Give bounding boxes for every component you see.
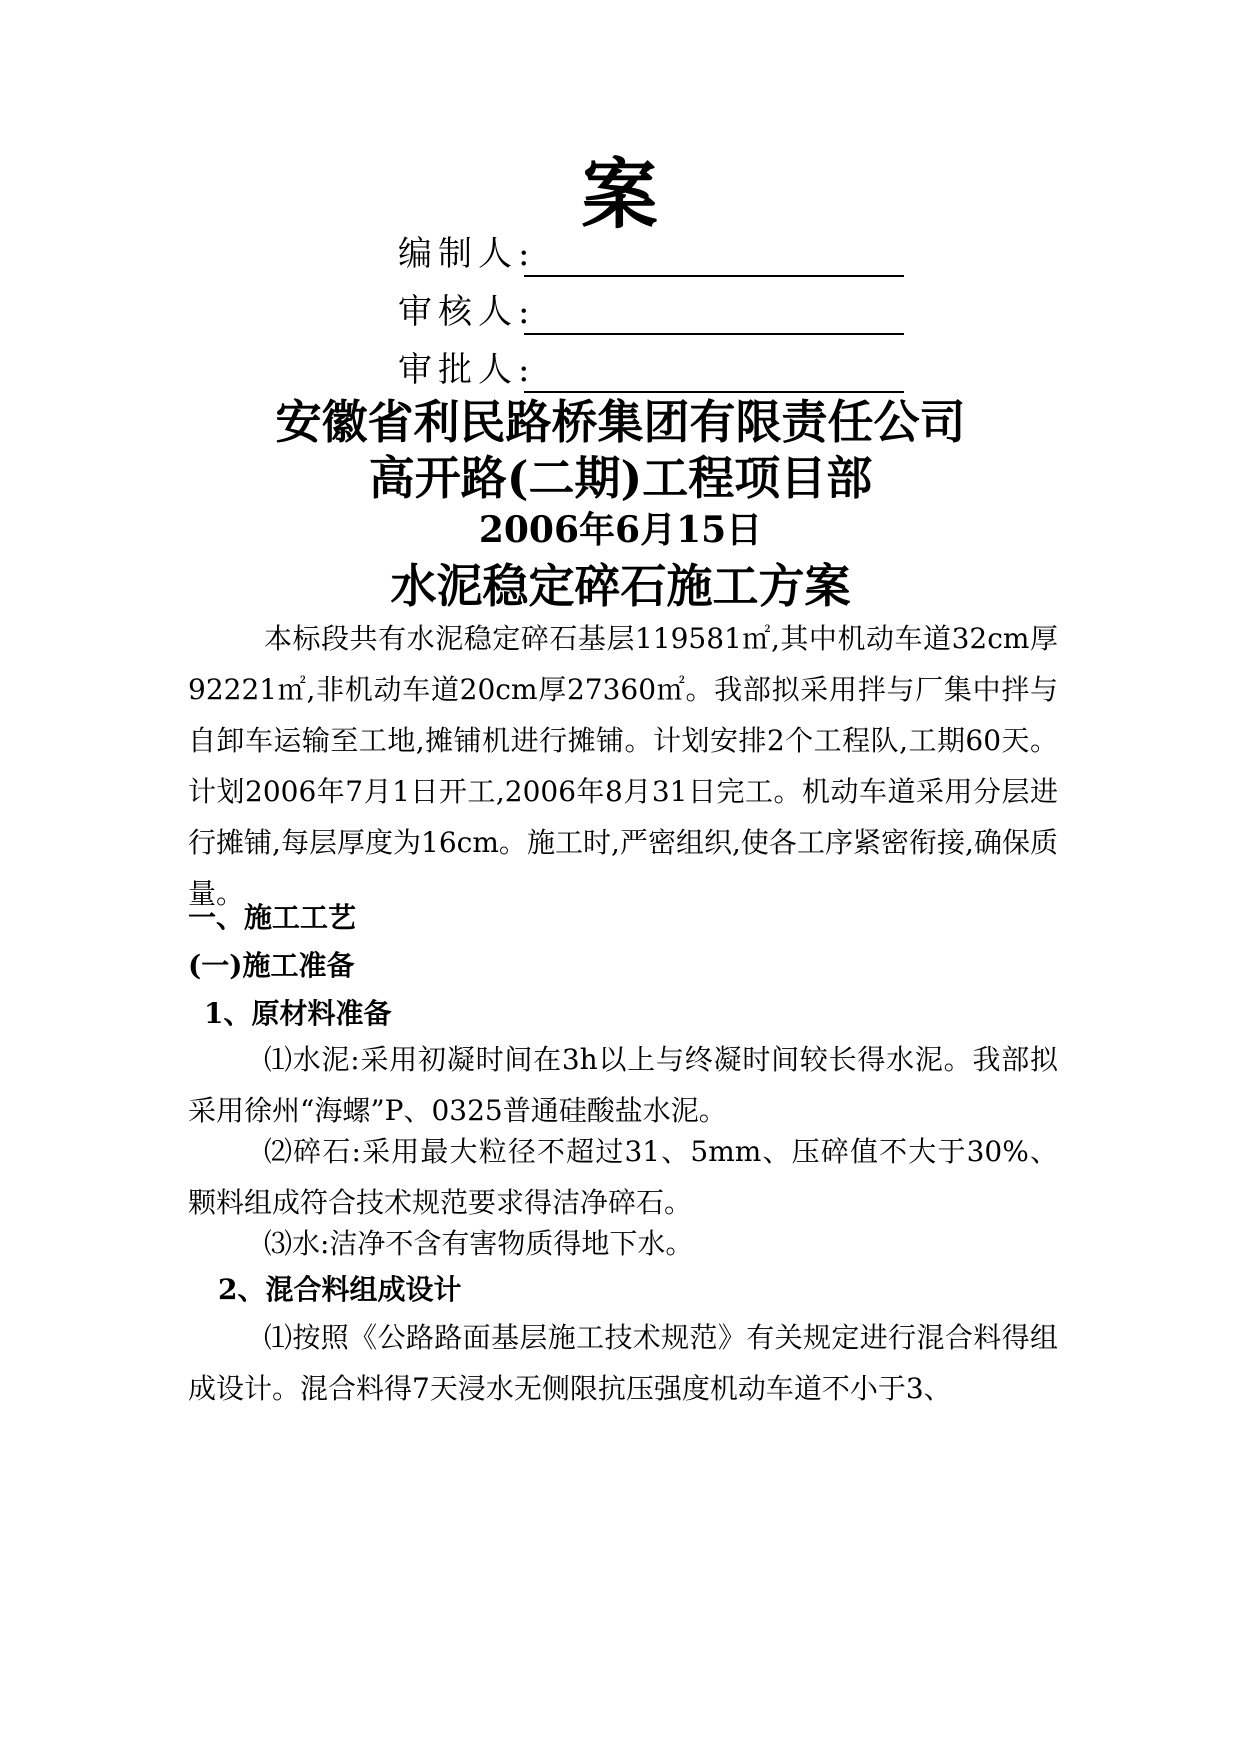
signature-label: 审批人: xyxy=(398,350,536,390)
signature-line xyxy=(524,275,904,277)
intro-paragraph: 本标段共有水泥稳定碎石基层119581㎡,其中机动车道32cm厚92221㎡,非机动车道20cm厚27360㎡。我部拟采用拌与厂集中拌与自卸车运输至工地,摊铺机进行摊铺。计划安排2个工程队,工期60天。计划2006年7月1日开工,2006年8月31日完工。机动车道采用分层进行摊铺,每层厚度为16cm。施工时,严密组织,使各工序紧密衔接,确保质量。 xyxy=(188,622,1058,910)
project-department: 高开路(二期)工程项目部 xyxy=(368,451,873,505)
signature-row-approver xyxy=(398,341,535,399)
item-paragraph: ⑴水泥:采用初凝时间在3h以上与终凝时间较长得水泥。我部拟采用徐州“海螺”P、0325普通硅酸盐水泥。 xyxy=(188,1043,1058,1127)
item-paragraph: ⑵碎石:采用最大粒径不超过31、5mm、压碎值不大于30%、颗料组成符合技术规范要求得洁净碎石。 xyxy=(188,1135,1058,1219)
sub-heading: 1、原材料准备 xyxy=(204,997,392,1030)
signature-line xyxy=(524,333,904,335)
company-name: 安徽省利民路桥集团有限责任公司 xyxy=(275,395,966,449)
item-paragraph: ⑶水:洁净不含有害物质得地下水。 xyxy=(264,1227,694,1260)
sub-heading: 2、混合料组成设计 xyxy=(218,1273,462,1306)
signature-label: 编制人: xyxy=(398,234,536,274)
signature-label: 审核人: xyxy=(398,292,536,332)
document-date: 2006年6月15日 xyxy=(478,509,763,551)
cover-title-char: 案 xyxy=(581,150,660,239)
section-heading: 一、施工工艺 xyxy=(188,901,357,934)
signature-row-reviewer xyxy=(398,283,535,341)
signature-line xyxy=(524,391,904,393)
item-paragraph: ⑴按照《公路路面基层施工技术规范》有关规定进行混合料得组成设计。混合料得7天浸水无侧限抗压强度机动车道不小于3、 xyxy=(188,1321,1058,1405)
document-title: 水泥稳定碎石施工方案 xyxy=(390,559,851,613)
signature-row-compiler xyxy=(398,225,535,283)
subsection-heading: (一)施工准备 xyxy=(188,949,355,982)
